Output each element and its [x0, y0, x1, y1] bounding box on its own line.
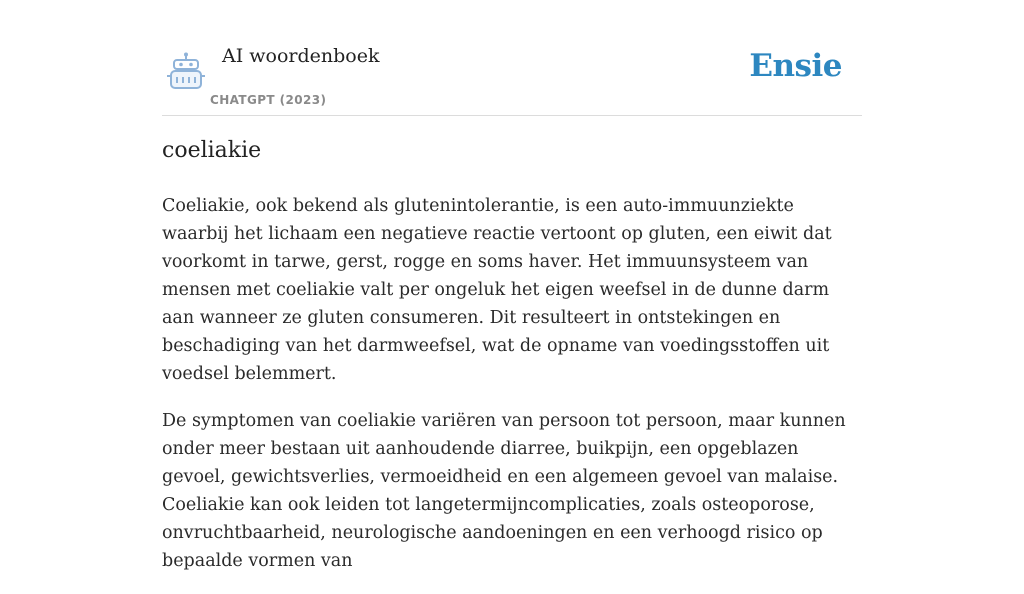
- dictionary-source: CHATGPT (2023): [210, 93, 327, 107]
- dictionary-header: [162, 40, 862, 116]
- entry-definition: [162, 192, 862, 594]
- robot-icon: [166, 52, 206, 90]
- ensie-logo[interactable]: Ensie: [749, 48, 842, 84]
- entry-term: coeliakie: [162, 138, 262, 163]
- definition-paragraph-2: De symptomen van coeliakie variëren van persoon tot persoon, maar kunnen onder meer bestaan uit aanhoudende diarree, buikpijn, een opgeblazen gevoel, gewichtsverlies, vermoeidheid en een algemeen gevoel van malaise. Coeliakie kan ook leiden tot langetermijncomplicaties, zoals osteoporose, onvruchtbaarheid, neurologische aandoeningen en een verhoogd risico op bepaalde vormen van: [162, 411, 846, 571]
- dictionary-title[interactable]: AI woordenboek: [222, 45, 380, 67]
- definition-paragraph-1: Coeliakie, ook bekend als glutenintolerantie, is een auto-immuunziekte waarbij het lichaam een negatieve reactie vertoont op gluten, een eiwit dat voorkomt in tarwe, gerst, rogge en soms haver. Het immuunsysteem van mensen met coeliakie valt per ongeluk het eigen weefsel in de dunne darm aan wanneer ze gluten consumeren. Dit resulteert in ontstekingen en beschadiging van het darmweefsel, wat de opname van voedingsstoffen uit voedsel belemmert.: [162, 196, 832, 384]
